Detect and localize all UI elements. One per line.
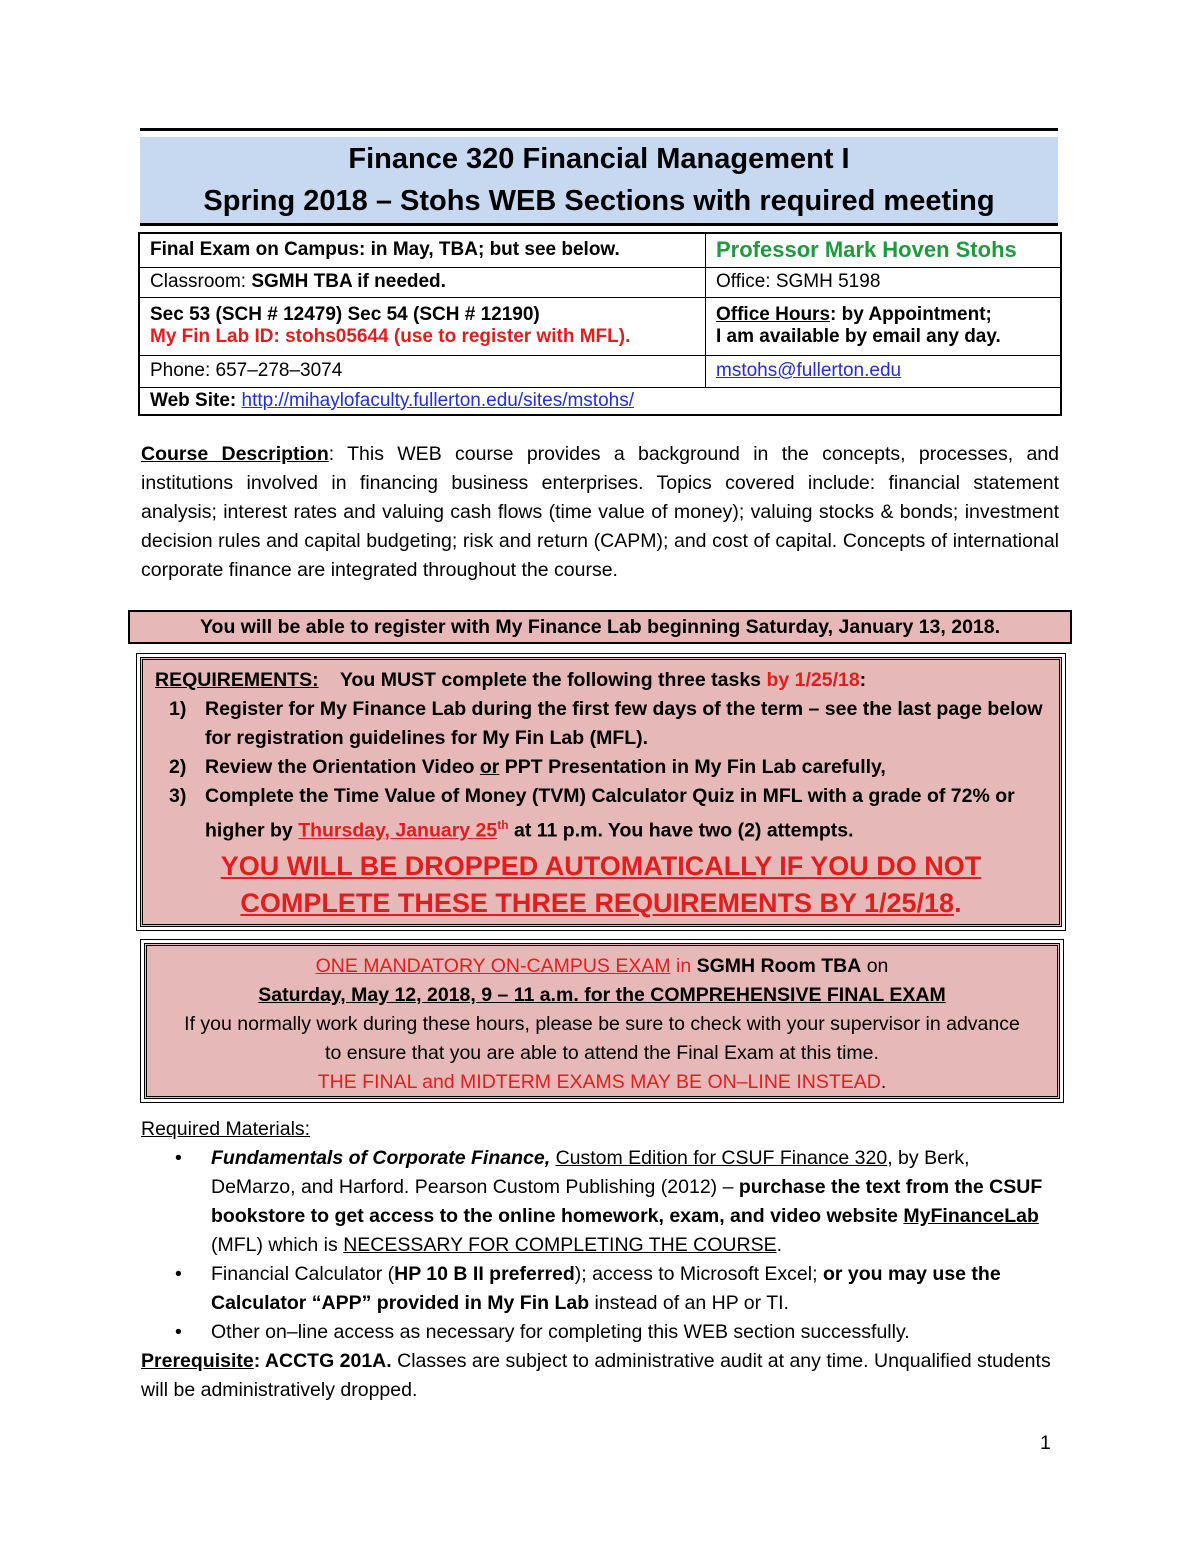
prerequisite-text: Classes are subject to administrative audit at any time. Unqualified students will be administratively dropped.: [141, 1350, 1051, 1401]
mfl-id-text: My Fin Lab ID: stohs05644 (use to register with MFL).: [150, 326, 631, 347]
exam-heading: [147, 952, 1057, 981]
necessary-note: NECESSARY FOR COMPLETING THE COURSE: [343, 1234, 777, 1256]
title-block: [140, 137, 1058, 223]
course-description-text: : This WEB course provides a background in the concepts, processes, and institutions involved in financing business enterprises. Topics covered include: financial statement analysis; interest rates and valuing cash flows (time value of money); valuing stocks & bonds; investment decision rules and capital budgeting; risk and return (CAPM); and cost of capital. Concepts of international corporate finance are integrated throughout the course.: [141, 443, 1060, 581]
exam-room: SGMH Room TBA: [691, 955, 862, 977]
website-link[interactable]: http://mihaylofaculty.fullerton.edu/sites/mstohs/: [241, 389, 634, 411]
material-item-textbook: [141, 1144, 1059, 1260]
requirement-text: Review the Orientation Video: [205, 756, 480, 778]
classroom-label: Classroom:: [150, 271, 252, 292]
textbook-title: Fundamentals of Corporate Finance,: [211, 1147, 551, 1169]
office-cell: Office: SGMH 5198: [706, 267, 1062, 297]
register-banner: You will be able to register with My Finance Lab beginning Saturday, January 13, 2018.: [128, 610, 1072, 644]
classroom-cell: [139, 267, 706, 297]
sections-cell: [139, 297, 706, 355]
classroom-value: SGMH TBA if needed.: [251, 271, 446, 292]
course-title: Finance 320 Financial Management I: [348, 143, 850, 175]
calculator-text: Financial Calculator (: [211, 1263, 395, 1285]
calculator-alt: instead of an HP or TI.: [589, 1292, 789, 1314]
sections-text: Sec 53 (SCH # 12479) Sec 54 (SCH # 12190): [150, 304, 540, 325]
requirements-label: REQUIREMENTS:: [155, 669, 319, 691]
course-description: [141, 440, 1059, 585]
drop-warning-line1: YOU WILL BE DROPPED AUTOMATICALLY IF YOU DO NOT: [220, 850, 982, 881]
requirements-colon: :: [859, 669, 867, 691]
requirement-text: Register for My Finance Lab during the first few days of the term – see the last page below for registration guidelines for My Fin Lab (MFL).: [205, 698, 1043, 749]
bullet-icon: •: [175, 1263, 182, 1285]
drop-warning-line2: COMPLETE THESE THREE REQUIREMENTS BY 1/25/18: [240, 887, 955, 918]
office-hours-cell: [706, 297, 1062, 355]
materials-list: [141, 1144, 1059, 1347]
mandatory-exam-label: ONE MANDATORY ON-CAMPUS EXAM: [315, 955, 671, 977]
website-label: Web Site:: [150, 389, 242, 411]
requirements-intro: You MUST complete the following three tasks: [318, 669, 767, 691]
requirement-text: Complete the Time Value of Money (TVM) Calculator Quiz in MFL with a grade of 72% or higher by: [205, 785, 1015, 842]
requirement-item: [155, 753, 1047, 782]
material-item-calculator: [141, 1260, 1059, 1318]
textbook-edition: Custom Edition for CSUF Finance 320: [555, 1147, 888, 1169]
exam-online-note: THE FINAL and MIDTERM EXAMS MAY BE ON–LINE INSTEAD: [317, 1071, 881, 1093]
exam-date: Saturday, May 12, 2018, 9 – 11 a.m. for the COMPREHENSIVE FINAL EXAM: [258, 984, 946, 1006]
requirements-heading: [155, 666, 1047, 695]
professor-name: Professor Mark Hoven Stohs: [706, 233, 1062, 267]
required-materials: [141, 1115, 1059, 1405]
email-link[interactable]: mstohs@fullerton.edu: [716, 360, 902, 381]
course-description-label: Course Description: [141, 443, 329, 465]
requirement-text-end: PPT Presentation in My Fin Lab carefully,: [499, 756, 886, 778]
material-item-online: [141, 1318, 1059, 1347]
website-cell: [139, 387, 1061, 415]
exam-box: [144, 943, 1060, 1099]
online-access-text: Other on–line access as necessary for completing this WEB section successfully.: [211, 1321, 910, 1343]
requirements-list: [155, 695, 1047, 846]
textbook-authors: , by Berk, DeMarzo, and Harford. Pearson Custom Publishing (2012) –: [211, 1147, 970, 1198]
calculator-excel: ); access to Microsoft Excel;: [574, 1263, 823, 1285]
quiz-deadline-date: Thursday, January 25: [298, 819, 498, 842]
exam-on: on: [861, 955, 889, 977]
page-number: 1: [1040, 1432, 1051, 1454]
mfl-name: MyFinanceLab: [903, 1205, 1039, 1227]
requirements-box: [140, 657, 1062, 927]
materials-heading: Required Materials:: [141, 1118, 311, 1140]
phone-cell: Phone: 657–278–3074: [139, 355, 706, 387]
requirement-item: [155, 782, 1047, 846]
exam-note: If you normally work during these hours, please be sure to check with your supervisor in advance to ensure that you are able to attend the Final Exam at this time.: [184, 1013, 1020, 1064]
drop-warning-period: .: [954, 887, 962, 918]
requirement-number: 2): [169, 756, 187, 778]
final-exam-cell: Final Exam on Campus: in May, TBA; but see below.: [139, 233, 706, 267]
drop-warning: [155, 848, 1047, 922]
email-cell: [706, 355, 1062, 387]
prerequisite-label: Prerequisite: [141, 1350, 254, 1372]
prerequisite-value: : ACCTG 201A.: [253, 1350, 392, 1372]
course-info-table: [138, 232, 1062, 416]
office-hours-label: Office Hours: [716, 304, 831, 325]
exam-in: in: [670, 955, 692, 977]
course-subtitle: Spring 2018 – Stohs WEB Sections with required meeting: [203, 185, 995, 217]
exam-online-period: .: [880, 1071, 887, 1093]
requirements-deadline: by 1/25/18: [766, 669, 860, 691]
prerequisite: [141, 1347, 1059, 1405]
bullet-icon: •: [175, 1147, 182, 1169]
requirement-item: [155, 695, 1047, 753]
email-availability: I am available by email any day.: [716, 326, 1001, 347]
mfl-abbr: (MFL) which is: [211, 1234, 344, 1256]
necessary-period: .: [776, 1234, 783, 1256]
requirement-text-end: at 11 p.m. You have two (2) attempts.: [508, 819, 854, 842]
purchase-note: purchase the text from the CSUF bookstore to get access to the online homework, exam, and video website: [211, 1176, 1043, 1227]
calculator-app: or you may use the Calculator “APP” provided in My Fin Lab: [211, 1263, 1001, 1314]
requirement-or: or: [479, 756, 500, 778]
calculator-preferred: HP 10 B II preferred: [394, 1263, 575, 1285]
office-hours-value: : by Appointment;: [830, 304, 992, 325]
bullet-icon: •: [175, 1321, 182, 1343]
quiz-deadline-suffix: th: [497, 818, 509, 832]
requirement-number: 3): [169, 785, 187, 807]
requirement-number: 1): [169, 698, 187, 720]
